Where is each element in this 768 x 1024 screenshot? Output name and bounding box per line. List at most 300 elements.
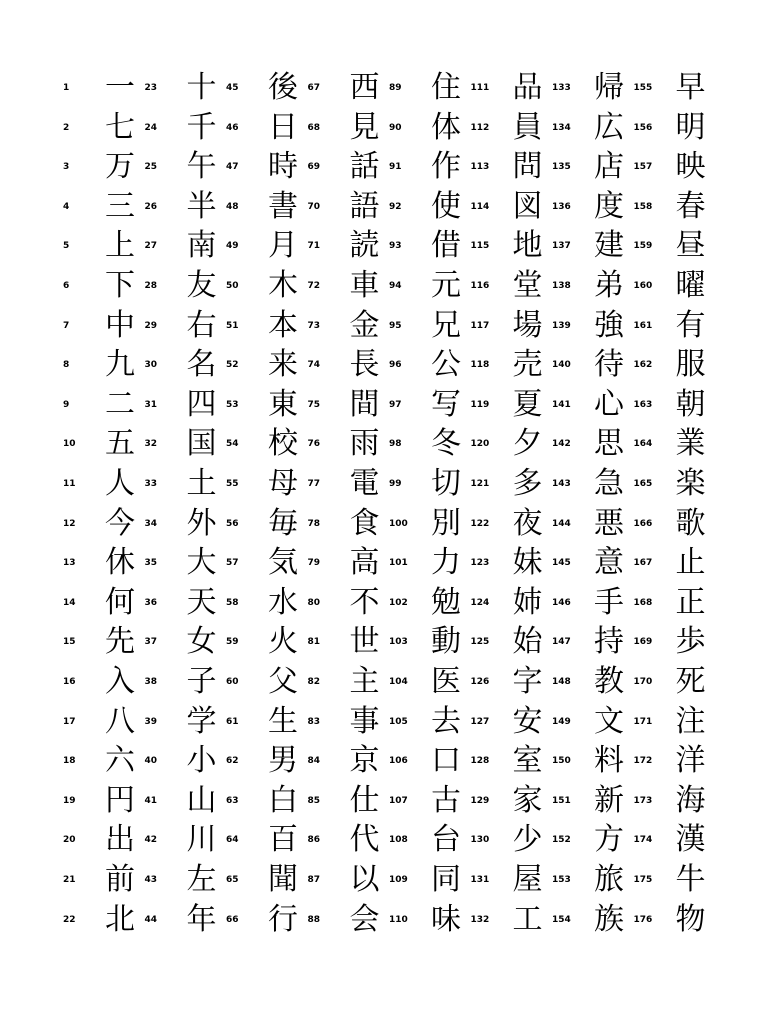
kanji-number: 82 — [307, 677, 321, 687]
kanji-number: 115 — [470, 241, 490, 252]
kanji-character: 生 — [268, 703, 298, 739]
kanji-character: 校 — [268, 426, 298, 462]
kanji-character: 帰 — [594, 70, 624, 105]
kanji-number: 112 — [470, 122, 490, 133]
kanji-number: 34 — [144, 518, 158, 529]
kanji-character: 妹 — [512, 545, 543, 581]
kanji-number: 33 — [144, 479, 158, 489]
kanji-number: 4 — [63, 201, 70, 212]
kanji-character: 作 — [431, 149, 461, 185]
kanji-character: 大 — [186, 545, 217, 581]
kanji-character: 東 — [268, 386, 298, 422]
kanji-number: 89 — [389, 83, 402, 93]
kanji-character: 少 — [512, 822, 543, 858]
kanji-character: 世 — [349, 624, 380, 660]
kanji-character: 女 — [186, 624, 217, 660]
kanji-character: 南 — [186, 228, 217, 264]
kanji-character: 急 — [594, 466, 624, 501]
kanji-character: 四 — [186, 386, 217, 422]
kanji-number: 9 — [63, 399, 70, 410]
kanji-character: 八 — [105, 703, 135, 739]
kanji-character: 毎 — [268, 505, 298, 541]
kanji-number: 145 — [552, 558, 571, 569]
kanji-character: 度 — [594, 188, 624, 224]
kanji-number: 47 — [226, 162, 239, 173]
kanji-number: 15 — [63, 637, 76, 648]
kanji-number: 134 — [552, 122, 571, 133]
kanji-number: 39 — [144, 716, 158, 727]
kanji-character: 水 — [268, 584, 298, 620]
kanji-number: 28 — [144, 281, 158, 291]
kanji-number: 77 — [307, 479, 321, 489]
kanji-number: 25 — [144, 162, 158, 173]
kanji-number: 70 — [307, 201, 321, 212]
kanji-character: 気 — [268, 545, 298, 581]
kanji-number: 66 — [226, 914, 239, 925]
kanji-number: 131 — [470, 875, 490, 885]
kanji-number: 168 — [633, 597, 653, 608]
kanji-character: 来 — [268, 347, 298, 383]
kanji-number: 160 — [633, 281, 653, 291]
kanji-number: 52 — [226, 360, 239, 371]
kanji-number: 91 — [389, 162, 402, 173]
kanji-character: 火 — [268, 624, 298, 660]
kanji-character: 歌 — [675, 505, 706, 541]
kanji-number: 58 — [226, 597, 239, 608]
kanji-number: 107 — [389, 795, 408, 806]
kanji-number: 155 — [633, 83, 653, 93]
kanji-number: 173 — [633, 795, 653, 806]
kanji-character: 不 — [349, 584, 380, 620]
kanji-character: 小 — [186, 743, 217, 779]
kanji-character: 医 — [431, 664, 461, 699]
kanji-number: 81 — [307, 637, 321, 648]
kanji-character: 強 — [594, 307, 624, 343]
kanji-number: 50 — [226, 281, 239, 291]
kanji-character: 広 — [594, 109, 624, 145]
kanji-character: 室 — [512, 743, 543, 779]
kanji-character: 電 — [349, 466, 380, 501]
kanji-number: 159 — [633, 241, 653, 252]
kanji-character: 死 — [675, 664, 706, 699]
kanji-character: 人 — [105, 466, 135, 501]
kanji-character: 万 — [105, 149, 135, 185]
kanji-number: 3 — [63, 162, 70, 173]
kanji-character: 明 — [675, 109, 706, 145]
kanji-character: 七 — [105, 109, 135, 145]
kanji-number: 162 — [633, 360, 653, 371]
kanji-character: 切 — [431, 466, 461, 501]
kanji-character: 動 — [431, 624, 461, 660]
kanji-number: 12 — [63, 518, 76, 529]
kanji-character: 兄 — [431, 307, 461, 343]
kanji-number: 1 — [63, 83, 70, 93]
kanji-character: 書 — [268, 188, 298, 224]
kanji-character: 建 — [594, 228, 624, 264]
kanji-number: 83 — [307, 716, 321, 727]
kanji-number: 122 — [470, 518, 490, 529]
kanji-number: 151 — [552, 795, 571, 806]
kanji-number: 55 — [226, 479, 239, 489]
kanji-character: 午 — [186, 149, 217, 185]
kanji-number: 137 — [552, 241, 571, 252]
kanji-character: 業 — [675, 426, 706, 462]
kanji-number: 161 — [633, 320, 653, 331]
kanji-character: 食 — [349, 505, 380, 541]
kanji-character: 思 — [594, 426, 624, 462]
kanji-character: 仕 — [349, 782, 380, 818]
kanji-character: 別 — [431, 505, 461, 541]
kanji-number: 111 — [470, 83, 490, 93]
kanji-number: 130 — [470, 835, 490, 846]
kanji-character: 意 — [594, 545, 624, 581]
kanji-character: 西 — [349, 70, 380, 105]
kanji-number: 133 — [552, 83, 571, 93]
kanji-character: 味 — [431, 901, 461, 937]
kanji-number: 13 — [63, 558, 76, 569]
kanji-character: 同 — [431, 862, 461, 897]
kanji-character: 店 — [594, 149, 624, 185]
kanji-number: 2 — [63, 122, 70, 133]
kanji-number: 104 — [389, 677, 408, 687]
kanji-character: 行 — [268, 901, 298, 937]
kanji-character: 川 — [186, 822, 217, 858]
kanji-number: 138 — [552, 281, 571, 291]
kanji-number: 135 — [552, 162, 571, 173]
kanji-number: 98 — [389, 439, 402, 450]
kanji-number: 79 — [307, 558, 321, 569]
kanji-number: 139 — [552, 320, 571, 331]
kanji-character: 料 — [594, 743, 624, 779]
kanji-character: 何 — [105, 584, 135, 620]
kanji-character: 弟 — [594, 268, 624, 303]
kanji-character: 手 — [594, 584, 624, 620]
kanji-number: 172 — [633, 756, 653, 767]
kanji-number: 175 — [633, 875, 653, 885]
kanji-number: 31 — [144, 399, 158, 410]
kanji-number: 105 — [389, 716, 408, 727]
kanji-number: 8 — [63, 360, 70, 371]
kanji-number: 68 — [307, 122, 321, 133]
kanji-number: 85 — [307, 795, 321, 806]
kanji-number: 17 — [63, 716, 76, 727]
kanji-number: 117 — [470, 320, 490, 331]
kanji-number: 56 — [226, 518, 239, 529]
kanji-character: 母 — [268, 466, 298, 501]
kanji-character: 後 — [268, 70, 298, 105]
kanji-character: 場 — [512, 307, 543, 343]
kanji-number: 125 — [470, 637, 490, 648]
kanji-number: 116 — [470, 281, 490, 291]
kanji-character: 土 — [186, 466, 217, 501]
kanji-number: 174 — [633, 835, 653, 846]
kanji-number: 84 — [307, 756, 321, 767]
kanji-character: 持 — [594, 624, 624, 660]
kanji-character: 使 — [431, 188, 461, 224]
kanji-character: 主 — [349, 664, 380, 699]
kanji-character: 山 — [186, 782, 217, 818]
kanji-character: 国 — [186, 426, 217, 462]
kanji-character: 海 — [675, 782, 706, 818]
kanji-character: 新 — [594, 782, 624, 818]
kanji-number: 165 — [633, 479, 653, 489]
kanji-number: 43 — [144, 875, 158, 885]
kanji-number: 136 — [552, 201, 571, 212]
kanji-number: 26 — [144, 201, 158, 212]
kanji-number: 24 — [144, 122, 158, 133]
kanji-number: 75 — [307, 399, 321, 410]
kanji-number: 170 — [633, 677, 653, 687]
kanji-character: 服 — [675, 347, 706, 383]
kanji-number: 164 — [633, 439, 653, 450]
kanji-character: 休 — [105, 545, 135, 581]
kanji-character: 字 — [512, 664, 543, 699]
kanji-number: 153 — [552, 875, 571, 885]
kanji-number: 140 — [552, 360, 571, 371]
kanji-character: 売 — [512, 347, 543, 383]
kanji-character: 上 — [105, 228, 135, 264]
kanji-character: 高 — [349, 545, 380, 581]
kanji-character: 体 — [431, 109, 461, 145]
kanji-character: 千 — [186, 109, 217, 145]
kanji-number: 93 — [389, 241, 402, 252]
kanji-character: 悪 — [594, 505, 624, 541]
kanji-number: 114 — [470, 201, 490, 212]
kanji-number: 37 — [144, 637, 158, 648]
kanji-character: 楽 — [675, 466, 706, 501]
kanji-character: 去 — [431, 703, 461, 739]
kanji-number: 16 — [63, 677, 76, 687]
kanji-character: 右 — [186, 307, 217, 343]
kanji-number: 53 — [226, 399, 239, 410]
kanji-character: 代 — [349, 822, 380, 858]
kanji-number: 22 — [63, 914, 76, 925]
kanji-character: 公 — [431, 347, 461, 383]
kanji-character: 古 — [431, 782, 461, 818]
kanji-number: 21 — [63, 875, 76, 885]
kanji-number: 14 — [63, 597, 76, 608]
kanji-character: 力 — [431, 545, 461, 581]
kanji-character: 待 — [594, 347, 624, 383]
kanji-character: 半 — [186, 188, 217, 224]
kanji-character: 方 — [594, 822, 624, 858]
kanji-number: 158 — [633, 201, 653, 212]
kanji-number: 150 — [552, 756, 571, 767]
kanji-number: 100 — [389, 518, 408, 529]
kanji-character: 住 — [431, 70, 461, 105]
kanji-character: 円 — [105, 782, 135, 818]
kanji-character: 台 — [431, 822, 461, 858]
kanji-character: 工 — [512, 901, 543, 937]
kanji-character: 安 — [512, 703, 543, 739]
kanji-character: 借 — [431, 228, 461, 264]
kanji-character: 問 — [512, 149, 543, 185]
kanji-character: 口 — [431, 743, 461, 779]
kanji-number: 176 — [633, 914, 653, 925]
kanji-number: 90 — [389, 122, 402, 133]
kanji-character: 屋 — [512, 862, 543, 897]
kanji-character: 三 — [105, 188, 135, 224]
kanji-number: 42 — [144, 835, 158, 846]
kanji-number: 163 — [633, 399, 653, 410]
kanji-number: 123 — [470, 558, 490, 569]
kanji-number: 94 — [389, 281, 402, 291]
kanji-character: 曜 — [675, 268, 706, 303]
kanji-number: 49 — [226, 241, 239, 252]
kanji-number: 10 — [63, 439, 76, 450]
kanji-number: 23 — [144, 83, 158, 93]
kanji-number: 148 — [552, 677, 571, 687]
kanji-character: 以 — [349, 862, 380, 897]
kanji-character: 姉 — [512, 584, 543, 620]
kanji-character: 文 — [594, 703, 624, 739]
kanji-character: 先 — [105, 624, 135, 660]
kanji-number: 121 — [470, 479, 490, 489]
kanji-character: 百 — [268, 822, 298, 858]
kanji-character: 映 — [675, 149, 706, 185]
kanji-number: 171 — [633, 716, 653, 727]
kanji-number: 40 — [144, 756, 158, 767]
kanji-number: 146 — [552, 597, 571, 608]
kanji-character: 入 — [105, 664, 135, 699]
kanji-number: 78 — [307, 518, 321, 529]
kanji-number: 99 — [389, 479, 402, 489]
kanji-number: 102 — [389, 597, 408, 608]
kanji-number: 143 — [552, 479, 571, 489]
kanji-character: 外 — [186, 505, 217, 541]
kanji-character: 左 — [186, 862, 217, 897]
kanji-character: 金 — [349, 307, 380, 343]
kanji-number: 41 — [144, 795, 158, 806]
kanji-number: 5 — [63, 241, 70, 252]
kanji-number: 54 — [226, 439, 239, 450]
kanji-number: 19 — [63, 795, 76, 806]
kanji-number: 87 — [307, 875, 321, 885]
kanji-character: 日 — [268, 109, 298, 145]
kanji-character: 夏 — [512, 386, 543, 422]
kanji-number: 113 — [470, 162, 490, 173]
kanji-character: 車 — [349, 268, 380, 303]
kanji-character: 員 — [512, 109, 543, 145]
kanji-character: 友 — [186, 268, 217, 303]
kanji-number: 132 — [470, 914, 490, 925]
kanji-number: 118 — [470, 360, 490, 371]
kanji-character: 時 — [268, 149, 298, 185]
kanji-number: 95 — [389, 320, 402, 331]
kanji-number: 38 — [144, 677, 158, 687]
kanji-character: 五 — [105, 426, 135, 462]
kanji-number: 48 — [226, 201, 239, 212]
kanji-character: 雨 — [349, 426, 380, 462]
kanji-number: 109 — [389, 875, 408, 885]
kanji-number: 71 — [307, 241, 321, 252]
kanji-number: 11 — [63, 479, 76, 489]
kanji-number: 72 — [307, 281, 321, 291]
kanji-character: 会 — [349, 901, 380, 937]
kanji-number: 144 — [552, 518, 571, 529]
kanji-character: 九 — [105, 347, 135, 383]
kanji-character: 始 — [512, 624, 543, 660]
kanji-character: 間 — [349, 386, 380, 422]
kanji-character: 堂 — [512, 268, 543, 303]
kanji-number: 76 — [307, 439, 321, 450]
kanji-character: 朝 — [675, 386, 706, 422]
kanji-number: 18 — [63, 756, 76, 767]
kanji-character: 族 — [594, 901, 624, 937]
kanji-number: 69 — [307, 162, 321, 173]
kanji-number: 126 — [470, 677, 490, 687]
kanji-number: 147 — [552, 637, 571, 648]
kanji-character: 学 — [186, 703, 217, 739]
kanji-character: 家 — [512, 782, 543, 818]
kanji-character: 本 — [268, 307, 298, 343]
kanji-character: 昼 — [675, 228, 706, 264]
kanji-character: 一 — [105, 70, 135, 105]
kanji-character: 止 — [675, 545, 706, 581]
kanji-character: 子 — [186, 664, 217, 699]
kanji-number: 60 — [226, 677, 239, 687]
kanji-character: 天 — [186, 584, 217, 620]
kanji-character: 冬 — [431, 426, 461, 462]
kanji-number: 167 — [633, 558, 653, 569]
kanji-character: 図 — [512, 188, 543, 224]
kanji-character: 牛 — [675, 862, 706, 897]
kanji-character: 勉 — [431, 584, 461, 620]
kanji-character: 月 — [268, 228, 298, 264]
kanji-number: 149 — [552, 716, 571, 727]
kanji-character: 聞 — [268, 862, 298, 897]
kanji-number: 103 — [389, 637, 408, 648]
kanji-character: 出 — [105, 822, 135, 858]
kanji-number: 119 — [470, 399, 490, 410]
kanji-number: 57 — [226, 558, 239, 569]
kanji-character: 六 — [105, 743, 135, 779]
kanji-character: 地 — [512, 228, 543, 264]
kanji-number: 124 — [470, 597, 490, 608]
kanji-character: 有 — [675, 307, 706, 343]
kanji-number: 45 — [226, 83, 239, 93]
kanji-number: 44 — [144, 914, 158, 925]
kanji-number: 157 — [633, 162, 653, 173]
kanji-number: 30 — [144, 360, 158, 371]
kanji-character: 京 — [349, 743, 380, 779]
kanji-character: 元 — [431, 268, 461, 303]
kanji-number: 106 — [389, 756, 408, 767]
kanji-character: 心 — [594, 386, 624, 422]
kanji-number: 128 — [470, 756, 490, 767]
kanji-number: 65 — [226, 875, 239, 885]
kanji-number: 166 — [633, 518, 653, 529]
kanji-character: 写 — [431, 386, 461, 422]
kanji-number: 129 — [470, 795, 490, 806]
kanji-number: 20 — [63, 835, 76, 846]
kanji-character: 年 — [186, 901, 217, 937]
kanji-number: 7 — [63, 320, 70, 331]
kanji-character: 歩 — [675, 624, 706, 660]
kanji-character: 教 — [594, 664, 624, 699]
kanji-character: 正 — [675, 584, 706, 620]
kanji-character: 父 — [268, 664, 298, 699]
kanji-character: 語 — [349, 188, 380, 224]
kanji-number: 86 — [307, 835, 321, 846]
kanji-number: 51 — [226, 320, 239, 331]
kanji-number: 32 — [144, 439, 158, 450]
kanji-number: 110 — [389, 914, 408, 925]
kanji-number: 108 — [389, 835, 408, 846]
kanji-number: 142 — [552, 439, 571, 450]
kanji-character: 男 — [268, 743, 298, 779]
kanji-character: 春 — [675, 188, 706, 224]
